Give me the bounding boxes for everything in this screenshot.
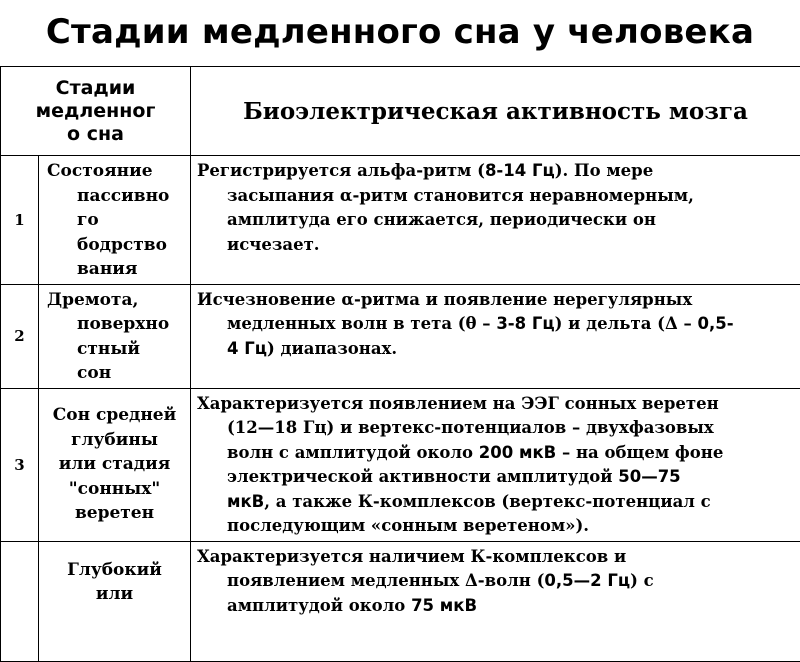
header-stages: Стадии медленног о сна [1,67,191,156]
table-row [1,541,800,661]
table-row [1,284,800,388]
table-row [1,156,800,285]
stage-name: Дремота, поверхно стный сон [39,284,191,388]
stage-description: Исчезновение α-ритма и появление нерегулярных медленных волн в тета (θ – 3-8 Гц) и дельта (Δ – 0,5- 4 Гц) диапазонах. [191,284,800,388]
stage-number: 1 [1,156,39,285]
stage-name: Состояние пассивно го бодрство вания [39,156,191,285]
table-row [1,388,800,541]
slide-title: Стадии медленного сна у человека [0,6,800,58]
stage-name: Глубокий или [39,541,191,661]
table-header-row [1,67,800,156]
stage-name: Сон средней глубины или стадия "сонных" веретен [39,388,191,541]
stage-description: Характеризуется появлением на ЭЭГ сонных веретен (12—18 Гц) и вертекс-потенциалов – двухфазовых волн с амплитудой около 200 мкВ – на общем фоне электрической активности амплитудой 50—75 мкВ, а также К-комплексов (вертекс-потенциал с последующим «сонным веретеном»). [191,388,800,541]
stage-description: Характеризуется наличием К-комплексов и появлением медленных Δ-волн (0,5—2 Гц) с амплитудой около 75 мкВ [191,541,800,661]
stage-number [1,541,39,661]
stage-number: 2 [1,284,39,388]
stage-number: 3 [1,388,39,541]
stage-description: Регистрируется альфа-ритм (8-14 Гц). По мере засыпания α-ритм становится неравномерным, амплитуда его снижается, периодически он исчезает. [191,156,800,285]
header-bioelectric-activity: Биоэлектрическая активность мозга [191,67,800,156]
sleep-stages-table [0,66,800,662]
